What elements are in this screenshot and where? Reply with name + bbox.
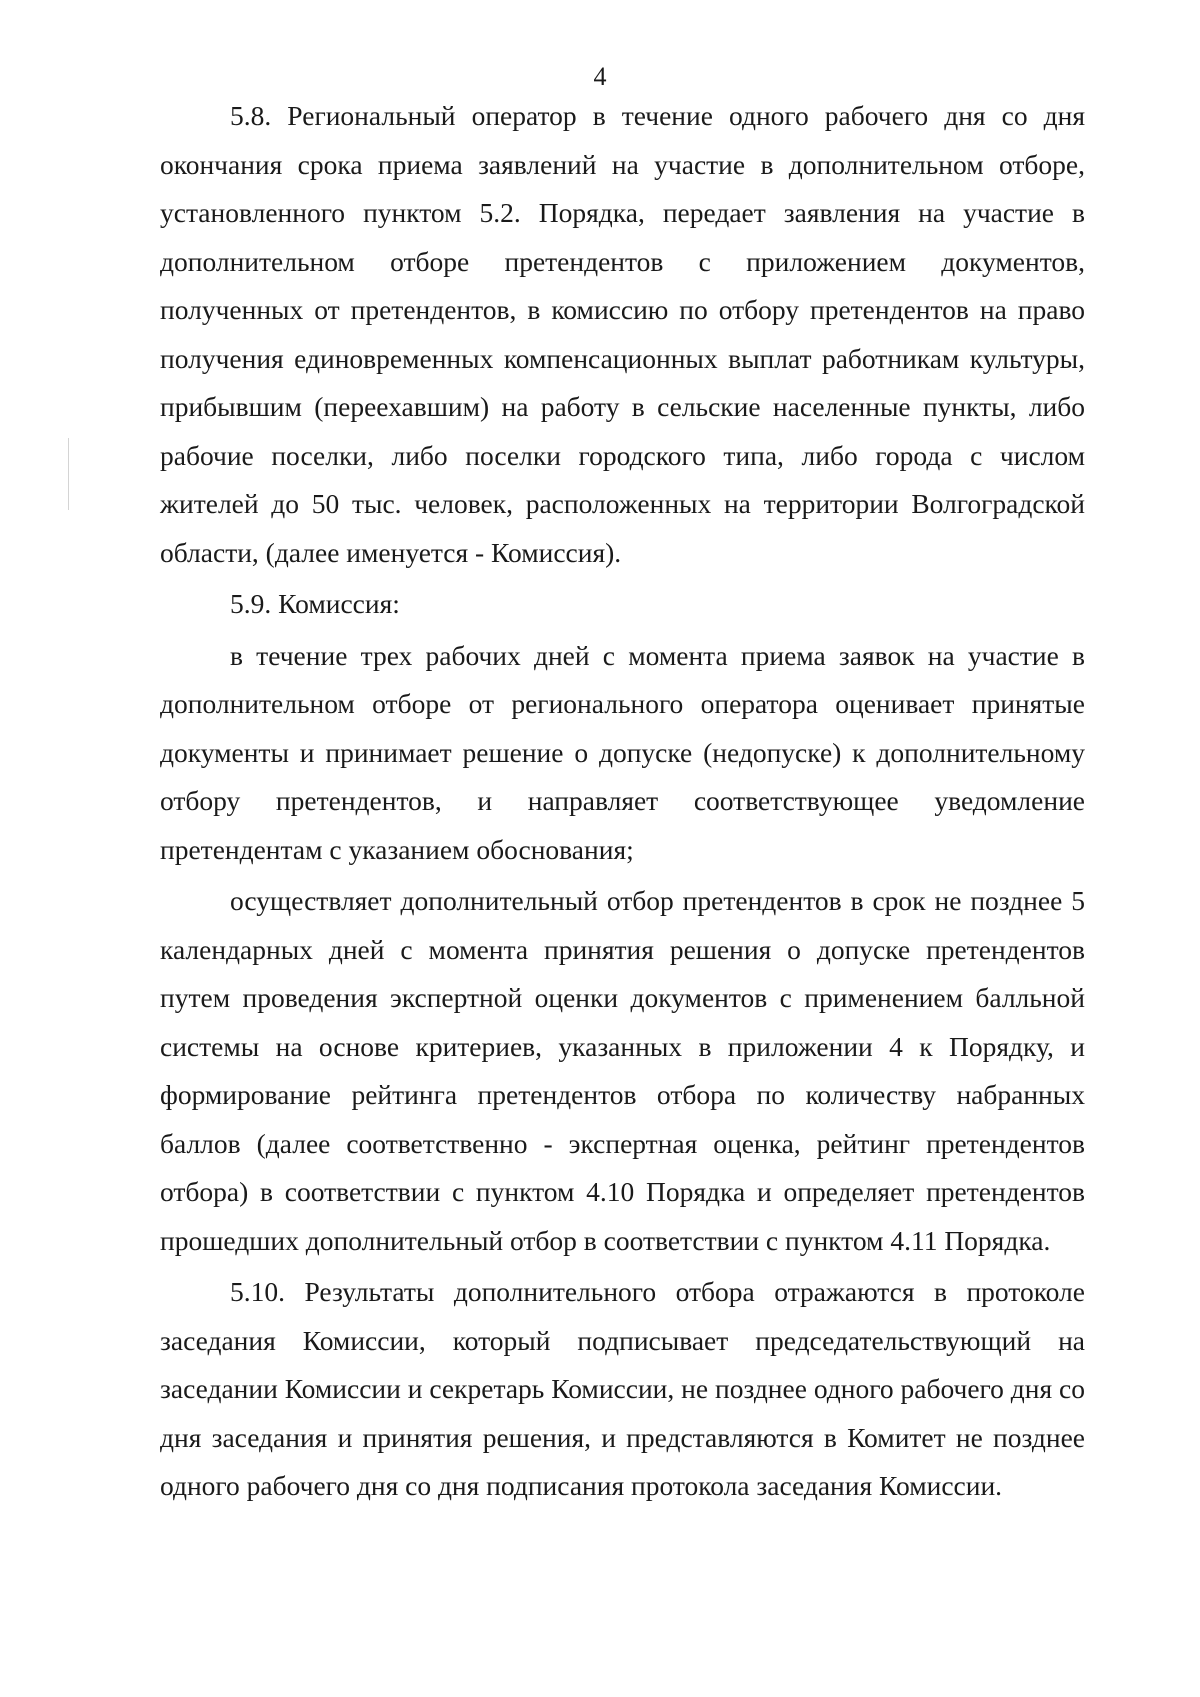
paragraph-5-9-admission: в течение трех рабочих дней с момента приема заявок на участие в дополнительном отборе от регионального оператора оценивает принятые документы и принимает решение о допуске (недопуске) к дополнительному отбору претендентов, и направляет соответствующее уведомление претендентам с указанием обоснования;: [160, 639, 1085, 865]
paragraph-5-9-selection: осуществляет дополнительный отбор претендентов в срок не позднее 5 календарных дней с момента принятия решения о допуске претендентов путем проведения экспертной оценки документов с применением балльной системы на основе критериев, указанных в приложении 4 к Порядку, и формирование рейтинга претендентов отбора по количеству набранных баллов (далее соответственно - экспертная оценка, рейтинг претендентов отбора) в соответствии с пунктом 4.10 Порядка и определяет претендентов прошедших дополнительный отбор в соответствии с пунктом 4.11 Порядка.: [160, 885, 1085, 1256]
paragraph-5-9-heading: 5.9. Комиссия:: [230, 588, 400, 619]
scan-edge-mark: [68, 438, 69, 510]
document-body: [160, 92, 1085, 1511]
page-number: 4: [593, 62, 607, 91]
paragraph-5-8: 5.8. Региональный оператор в течение одного рабочего дня со дня окончания срока приема заявлений на участие в дополнительном отборе, установленного пунктом 5.2. Порядка, передает заявления на участие в дополнительном отборе претендентов с приложением документов, полученных от претендентов, в комиссию по отбору претендентов на право получения единовременных компенсационных выплат работникам культуры, прибывшим (переехавшим) на работу в сельские населенные пункты, либо рабочие поселки, либо поселки городского типа, либо города с числом жителей до 50 тыс. человек, расположенных на территории Волгоградской области, (далее именуется - Комиссия).: [160, 100, 1085, 568]
paragraph-5-10: 5.10. Результаты дополнительного отбора отражаются в протоколе заседания Комиссии, который подписывает председательствующий на заседании Комиссии и секретарь Комиссии, не позднее одного рабочего дня со дня заседания и принятия решения, и представляются в Комитет не позднее одного рабочего дня со дня подписания протокола заседания Комиссии.: [160, 1276, 1085, 1501]
